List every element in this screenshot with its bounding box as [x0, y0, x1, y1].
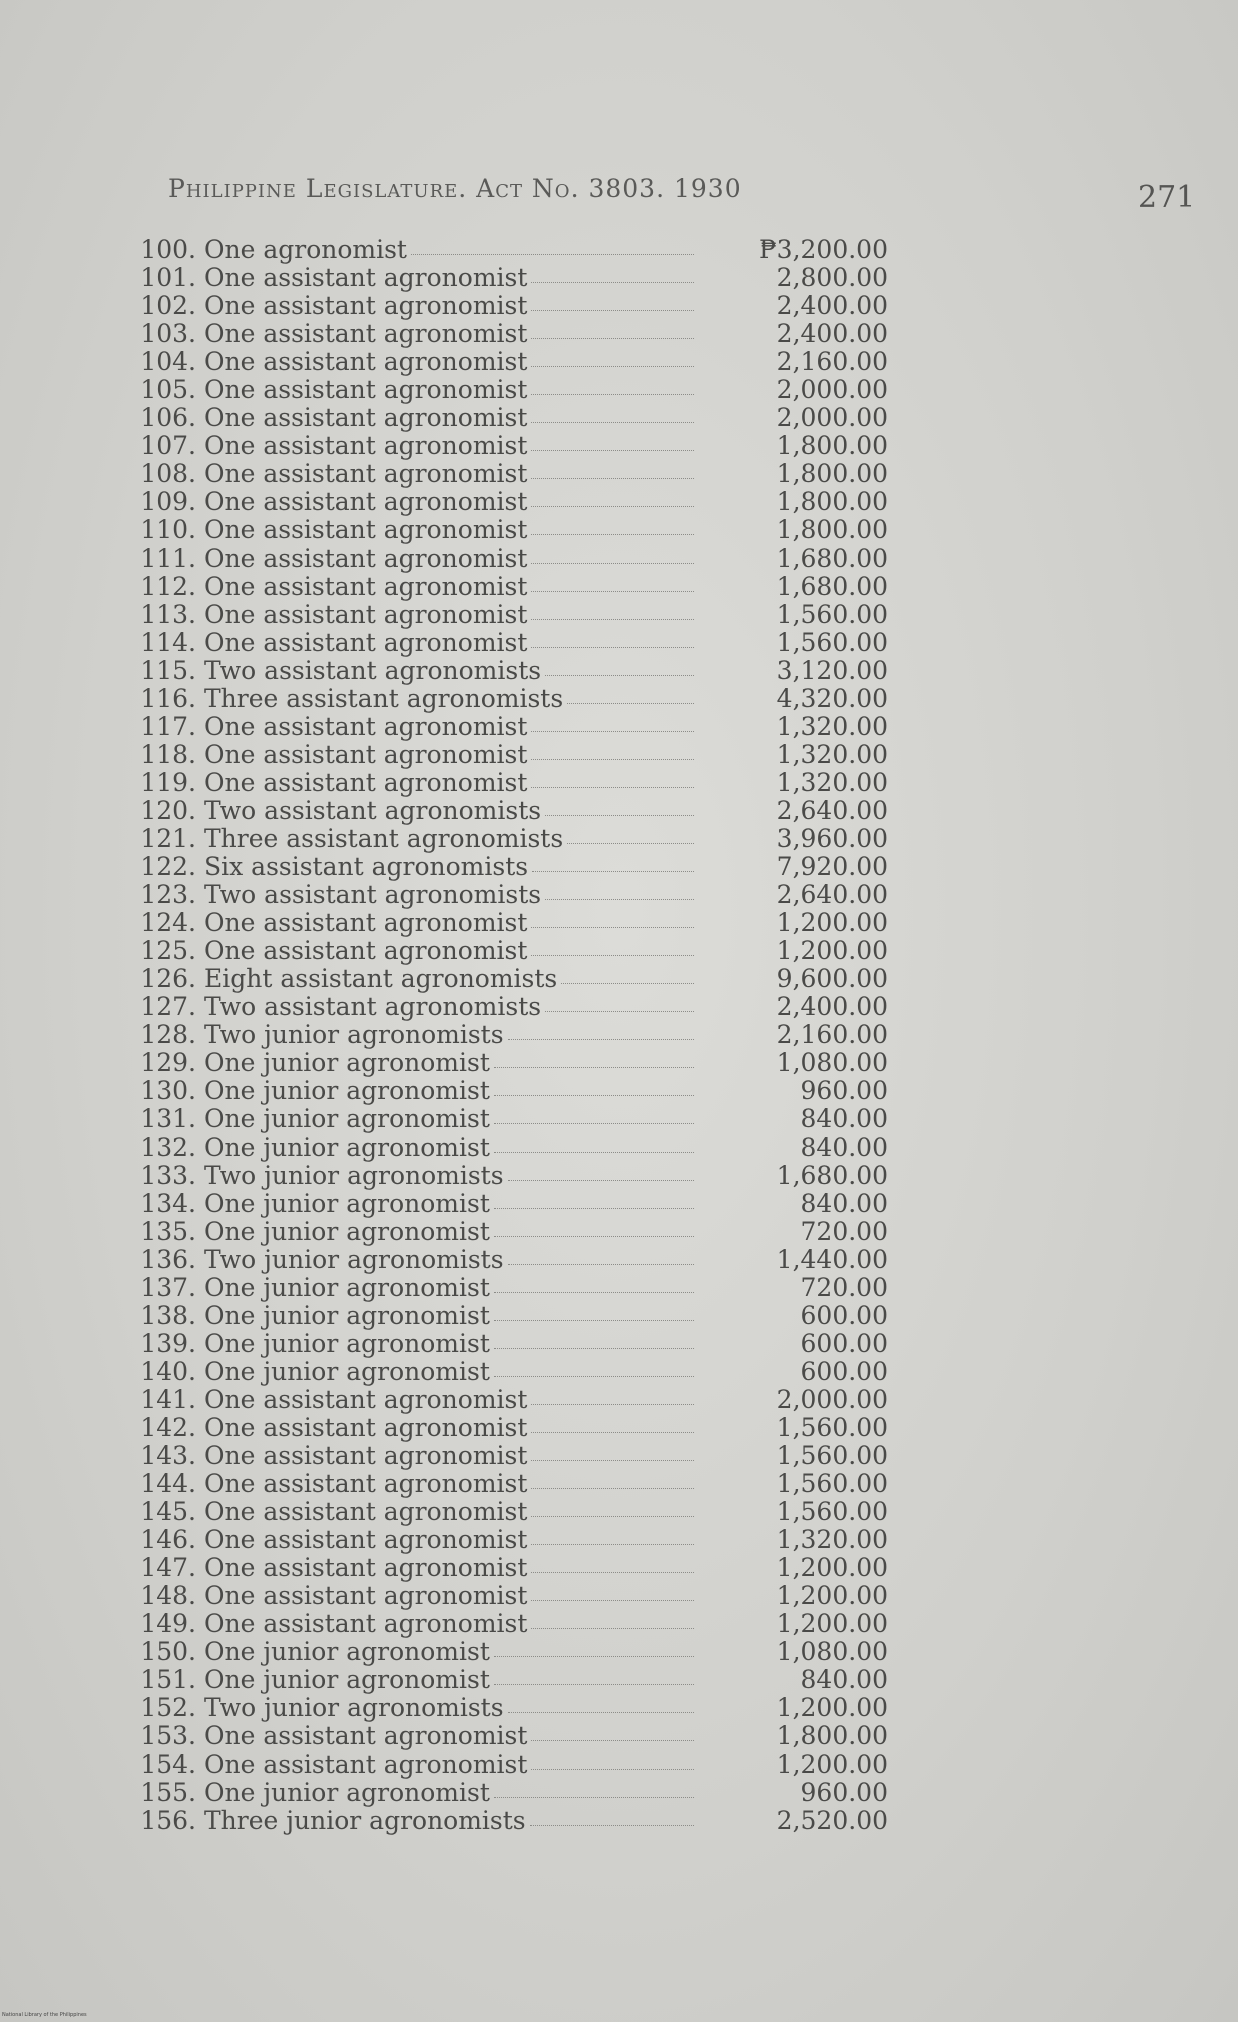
- item-description: One junior agronomist: [204, 1329, 490, 1358]
- list-item: [128, 629, 888, 657]
- list-item: [128, 1330, 888, 1358]
- list-item: [128, 769, 888, 797]
- list-item: [128, 1414, 888, 1442]
- item-number: 148.: [140, 1581, 196, 1611]
- item-amount: 840.00: [800, 1188, 888, 1218]
- dot-leader: [545, 899, 694, 900]
- list-item: [128, 1134, 888, 1162]
- item-description: One assistant agronomist: [204, 1498, 528, 1527]
- item-description: One junior agronomist: [204, 1357, 490, 1386]
- item-amount: 2,000.00: [776, 375, 888, 405]
- dot-leader: [494, 1152, 694, 1153]
- dot-leader: [545, 815, 694, 816]
- dot-leader: [531, 1740, 694, 1741]
- list-item: [128, 1218, 888, 1246]
- list-item: [128, 1021, 888, 1049]
- item-number: 126.: [140, 964, 196, 994]
- dot-leader: [531, 366, 694, 367]
- dot-leader: [508, 1264, 694, 1265]
- item-amount: 1,800.00: [776, 431, 888, 461]
- item-description: One junior agronomist: [204, 1778, 490, 1807]
- item-amount: 840.00: [800, 1132, 888, 1162]
- item-amount: 1,560.00: [776, 1441, 888, 1471]
- item-amount: 1,800.00: [776, 1721, 888, 1751]
- item-number: 133.: [140, 1160, 196, 1190]
- dot-leader: [531, 619, 694, 620]
- item-number: 152.: [140, 1693, 196, 1723]
- item-amount: 1,200.00: [776, 1693, 888, 1723]
- item-number: 104.: [140, 347, 196, 377]
- list-item: [128, 1666, 888, 1694]
- item-amount: 1,080.00: [776, 1637, 888, 1667]
- item-number: 100.: [140, 235, 196, 264]
- item-number: 140.: [140, 1356, 196, 1386]
- list-item: [128, 881, 888, 909]
- item-number: 123.: [140, 880, 196, 910]
- list-item: [128, 1386, 888, 1414]
- item-amount: 1,200.00: [776, 1609, 888, 1639]
- item-number: 134.: [140, 1188, 196, 1218]
- item-amount: 1,800.00: [776, 515, 888, 545]
- list-item: [128, 376, 888, 404]
- item-amount: 600.00: [800, 1328, 888, 1358]
- list-item: [128, 236, 888, 264]
- item-number: 127.: [140, 992, 196, 1022]
- item-number: 116.: [140, 683, 196, 713]
- item-description: Six assistant agronomists: [204, 853, 529, 882]
- item-number: 131.: [140, 1104, 196, 1134]
- list-item: [128, 460, 888, 488]
- list-item: [128, 1358, 888, 1386]
- item-description: One junior agronomist: [204, 1301, 490, 1330]
- item-number: 103.: [140, 319, 196, 349]
- list-item: [128, 1190, 888, 1218]
- list-item: [128, 404, 888, 432]
- item-number: 122.: [140, 852, 196, 882]
- list-item: [128, 825, 888, 853]
- list-item: [128, 993, 888, 1021]
- item-amount: 720.00: [800, 1216, 888, 1246]
- item-description: One junior agronomist: [204, 1273, 490, 1302]
- dot-leader: [531, 310, 694, 311]
- item-number: 132.: [140, 1132, 196, 1162]
- list-item: [128, 320, 888, 348]
- item-number: 106.: [140, 403, 196, 433]
- dot-leader: [411, 254, 694, 255]
- list-item: [128, 601, 888, 629]
- item-number: 149.: [140, 1609, 196, 1639]
- list-item: [128, 1751, 888, 1779]
- item-description: Two assistant agronomists: [204, 993, 542, 1022]
- list-item: [128, 264, 888, 292]
- item-number: 129.: [140, 1048, 196, 1078]
- item-number: 150.: [140, 1637, 196, 1667]
- item-number: 137.: [140, 1272, 196, 1302]
- item-description: One assistant agronomist: [204, 376, 528, 405]
- list-item: [128, 685, 888, 713]
- dot-leader: [531, 478, 694, 479]
- item-number: 113.: [140, 599, 196, 629]
- list-item: [128, 516, 888, 544]
- item-description: One junior agronomist: [204, 1049, 490, 1078]
- dot-leader: [494, 1684, 694, 1685]
- dot-leader: [494, 1320, 694, 1321]
- dot-leader: [494, 1292, 694, 1293]
- list-item: [128, 713, 888, 741]
- item-number: 107.: [140, 431, 196, 461]
- item-number: 138.: [140, 1300, 196, 1330]
- page-number: 271: [1138, 180, 1196, 215]
- dot-leader: [494, 1067, 694, 1068]
- list-item: [128, 1638, 888, 1666]
- item-description: One assistant agronomist: [204, 600, 528, 629]
- item-description: Three junior agronomists: [204, 1806, 526, 1835]
- item-number: 156.: [140, 1805, 196, 1835]
- item-number: 111.: [140, 543, 196, 573]
- list-item: [128, 1049, 888, 1077]
- item-description: Two junior agronomists: [204, 1245, 504, 1274]
- list-item: [128, 545, 888, 573]
- item-description: One assistant agronomist: [204, 1554, 528, 1583]
- item-amount: 2,400.00: [776, 992, 888, 1022]
- item-description: One assistant agronomist: [204, 488, 528, 517]
- dot-leader: [531, 506, 694, 507]
- list-item: [128, 1105, 888, 1133]
- item-amount: 1,560.00: [776, 1469, 888, 1499]
- dot-leader: [545, 1011, 694, 1012]
- running-head: Philippine Legislature. Act No. 3803. 1930: [168, 174, 742, 203]
- item-amount: 2,400.00: [776, 319, 888, 349]
- list-item: [128, 1582, 888, 1610]
- item-description: One assistant agronomist: [204, 1470, 528, 1499]
- dot-leader: [531, 282, 694, 283]
- item-description: One assistant agronomist: [204, 404, 528, 433]
- item-number: 146.: [140, 1525, 196, 1555]
- item-description: Two assistant agronomists: [204, 881, 542, 910]
- item-amount: 1,320.00: [776, 739, 888, 769]
- item-description: One assistant agronomist: [204, 1413, 528, 1442]
- list-item: [128, 1722, 888, 1750]
- dot-leader: [531, 591, 694, 592]
- item-number: 144.: [140, 1469, 196, 1499]
- dot-leader: [494, 1376, 694, 1377]
- item-amount: 1,680.00: [776, 571, 888, 601]
- list-item: [128, 965, 888, 993]
- item-description: Three assistant agronomists: [204, 824, 564, 853]
- item-amount: 2,400.00: [776, 291, 888, 321]
- item-number: 120.: [140, 795, 196, 825]
- item-number: 135.: [140, 1216, 196, 1246]
- item-number: 155.: [140, 1777, 196, 1807]
- dot-leader: [531, 1460, 694, 1461]
- item-description: One junior agronomist: [204, 1077, 490, 1106]
- item-number: 143.: [140, 1441, 196, 1471]
- item-description: Three assistant agronomists: [204, 684, 564, 713]
- item-description: One junior agronomist: [204, 1105, 490, 1134]
- list-item: [128, 853, 888, 881]
- dot-leader: [561, 983, 694, 984]
- list-item: [128, 909, 888, 937]
- item-amount: 1,440.00: [776, 1244, 888, 1274]
- item-description: One junior agronomist: [204, 1189, 490, 1218]
- item-description: Two junior agronomists: [204, 1694, 504, 1723]
- item-number: 139.: [140, 1328, 196, 1358]
- item-amount: 3,120.00: [776, 655, 888, 685]
- dot-leader: [531, 394, 694, 395]
- dot-leader: [531, 1769, 694, 1770]
- dot-leader: [494, 1095, 694, 1096]
- item-number: 141.: [140, 1384, 196, 1414]
- dot-leader: [508, 1180, 694, 1181]
- list-item: [128, 1077, 888, 1105]
- list-item: [128, 292, 888, 320]
- item-number: 117.: [140, 711, 196, 741]
- item-description: One assistant agronomist: [204, 937, 528, 966]
- item-number: 114.: [140, 627, 196, 657]
- dot-leader: [531, 563, 694, 564]
- item-description: Two assistant agronomists: [204, 796, 542, 825]
- dot-leader: [494, 1123, 694, 1124]
- list-item: [128, 1274, 888, 1302]
- list-item: [128, 1526, 888, 1554]
- item-amount: 1,560.00: [776, 599, 888, 629]
- item-description: One assistant agronomist: [204, 1582, 528, 1611]
- item-number: 145.: [140, 1497, 196, 1527]
- appropriation-list: [128, 236, 888, 1835]
- item-amount: 1,200.00: [776, 1581, 888, 1611]
- item-amount: 1,200.00: [776, 908, 888, 938]
- dot-leader: [531, 1516, 694, 1517]
- item-amount: 1,680.00: [776, 1160, 888, 1190]
- item-amount: 2,640.00: [776, 795, 888, 825]
- item-amount: 720.00: [800, 1272, 888, 1302]
- dot-leader: [531, 1488, 694, 1489]
- item-description: One assistant agronomist: [204, 320, 528, 349]
- dot-leader: [531, 1432, 694, 1433]
- item-amount: 2,000.00: [776, 1384, 888, 1414]
- dot-leader: [531, 1600, 694, 1601]
- item-description: One assistant agronomist: [204, 348, 528, 377]
- item-amount: 3,960.00: [776, 823, 888, 853]
- item-description: One assistant agronomist: [204, 628, 528, 657]
- item-amount: 2,640.00: [776, 880, 888, 910]
- item-number: 121.: [140, 823, 196, 853]
- item-number: 101.: [140, 263, 196, 293]
- item-number: 124.: [140, 908, 196, 938]
- item-amount: 7,920.00: [776, 852, 888, 882]
- dot-leader: [531, 787, 694, 788]
- list-item: [128, 1162, 888, 1190]
- dot-leader: [531, 955, 694, 956]
- dot-leader: [531, 1404, 694, 1405]
- item-description: One assistant agronomist: [204, 1442, 528, 1471]
- item-amount: 960.00: [800, 1076, 888, 1106]
- item-description: One agronomist: [204, 236, 407, 264]
- dot-leader: [494, 1236, 694, 1237]
- item-amount: 2,160.00: [776, 347, 888, 377]
- item-amount: ₱3,200.00: [759, 235, 888, 264]
- item-number: 119.: [140, 767, 196, 797]
- item-description: One assistant agronomist: [204, 1722, 528, 1751]
- item-amount: 600.00: [800, 1300, 888, 1330]
- item-amount: 1,080.00: [776, 1048, 888, 1078]
- item-amount: 2,000.00: [776, 403, 888, 433]
- item-description: One junior agronomist: [204, 1638, 490, 1667]
- item-description: One assistant agronomist: [204, 712, 528, 741]
- item-description: Eight assistant agronomists: [204, 965, 558, 994]
- dot-leader: [531, 647, 694, 648]
- item-amount: 1,560.00: [776, 1497, 888, 1527]
- item-number: 151.: [140, 1665, 196, 1695]
- item-number: 102.: [140, 291, 196, 321]
- item-number: 130.: [140, 1076, 196, 1106]
- list-item: [128, 937, 888, 965]
- item-description: One junior agronomist: [204, 1666, 490, 1695]
- dot-leader: [531, 534, 694, 535]
- item-number: 112.: [140, 571, 196, 601]
- dot-leader: [531, 1544, 694, 1545]
- item-number: 108.: [140, 459, 196, 489]
- dot-leader: [494, 1797, 694, 1798]
- item-amount: 2,520.00: [776, 1805, 888, 1835]
- item-amount: 1,320.00: [776, 1525, 888, 1555]
- item-number: 128.: [140, 1020, 196, 1050]
- item-amount: 1,320.00: [776, 711, 888, 741]
- item-amount: 1,800.00: [776, 487, 888, 517]
- item-number: 125.: [140, 936, 196, 966]
- item-description: One assistant agronomist: [204, 740, 528, 769]
- dot-leader: [567, 703, 694, 704]
- item-amount: 2,160.00: [776, 1020, 888, 1050]
- dot-leader: [508, 1712, 694, 1713]
- dot-leader: [531, 450, 694, 451]
- item-amount: 1,200.00: [776, 1553, 888, 1583]
- item-amount: 1,320.00: [776, 767, 888, 797]
- list-item: [128, 797, 888, 825]
- list-item: [128, 741, 888, 769]
- list-item: [128, 1779, 888, 1807]
- list-item: [128, 1807, 888, 1835]
- item-amount: 1,200.00: [776, 1749, 888, 1779]
- item-description: One assistant agronomist: [204, 264, 528, 293]
- item-description: One assistant agronomist: [204, 516, 528, 545]
- list-item: [128, 1498, 888, 1526]
- item-number: 154.: [140, 1749, 196, 1779]
- item-description: One assistant agronomist: [204, 544, 528, 573]
- item-amount: 1,800.00: [776, 459, 888, 489]
- dot-leader: [531, 338, 694, 339]
- list-item: [128, 1610, 888, 1638]
- dot-leader: [531, 759, 694, 760]
- list-item: [128, 1470, 888, 1498]
- dot-leader: [531, 1628, 694, 1629]
- item-number: 105.: [140, 375, 196, 405]
- item-amount: 840.00: [800, 1104, 888, 1134]
- item-amount: 9,600.00: [776, 964, 888, 994]
- item-amount: 1,200.00: [776, 936, 888, 966]
- list-item: [128, 1442, 888, 1470]
- list-item: [128, 1554, 888, 1582]
- item-amount: 1,680.00: [776, 543, 888, 573]
- list-item: [128, 432, 888, 460]
- item-number: 110.: [140, 515, 196, 545]
- item-number: 118.: [140, 739, 196, 769]
- item-description: One assistant agronomist: [204, 292, 528, 321]
- item-description: One assistant agronomist: [204, 572, 528, 601]
- item-number: 147.: [140, 1553, 196, 1583]
- item-amount: 840.00: [800, 1665, 888, 1695]
- item-amount: 1,560.00: [776, 627, 888, 657]
- dot-leader: [494, 1208, 694, 1209]
- list-item: [128, 1246, 888, 1274]
- item-number: 136.: [140, 1244, 196, 1274]
- item-description: One junior agronomist: [204, 1217, 490, 1246]
- item-description: One junior agronomist: [204, 1133, 490, 1162]
- item-description: One assistant agronomist: [204, 1526, 528, 1555]
- item-amount: 2,800.00: [776, 263, 888, 293]
- item-number: 153.: [140, 1721, 196, 1751]
- list-item: [128, 1694, 888, 1722]
- list-item: [128, 488, 888, 516]
- dot-leader: [494, 1348, 694, 1349]
- list-item: [128, 1302, 888, 1330]
- item-amount: 960.00: [800, 1777, 888, 1807]
- item-amount: 600.00: [800, 1356, 888, 1386]
- dot-leader: [531, 927, 694, 928]
- item-description: Two junior agronomists: [204, 1021, 504, 1050]
- dot-leader: [508, 1039, 694, 1040]
- source-footer: National Library of the Philippines: [2, 2012, 87, 2018]
- item-description: One assistant agronomist: [204, 909, 528, 938]
- item-description: One assistant agronomist: [204, 432, 528, 461]
- dot-leader: [530, 1825, 694, 1826]
- dot-leader: [531, 1572, 694, 1573]
- dot-leader: [531, 422, 694, 423]
- item-description: One assistant agronomist: [204, 1385, 528, 1414]
- item-description: One assistant agronomist: [204, 1610, 528, 1639]
- dot-leader: [494, 1656, 694, 1657]
- dot-leader: [567, 843, 694, 844]
- list-item: [128, 573, 888, 601]
- item-description: One assistant agronomist: [204, 460, 528, 489]
- item-amount: 1,560.00: [776, 1412, 888, 1442]
- dot-leader: [531, 731, 694, 732]
- item-description: One assistant agronomist: [204, 768, 528, 797]
- item-number: 109.: [140, 487, 196, 517]
- item-description: One assistant agronomist: [204, 1750, 528, 1779]
- item-number: 142.: [140, 1412, 196, 1442]
- item-amount: 4,320.00: [776, 683, 888, 713]
- item-description: Two assistant agronomists: [204, 656, 542, 685]
- dot-leader: [545, 675, 694, 676]
- item-description: Two junior agronomists: [204, 1161, 504, 1190]
- list-item: [128, 657, 888, 685]
- dot-leader: [532, 871, 694, 872]
- list-item: [128, 348, 888, 376]
- item-number: 115.: [140, 655, 196, 685]
